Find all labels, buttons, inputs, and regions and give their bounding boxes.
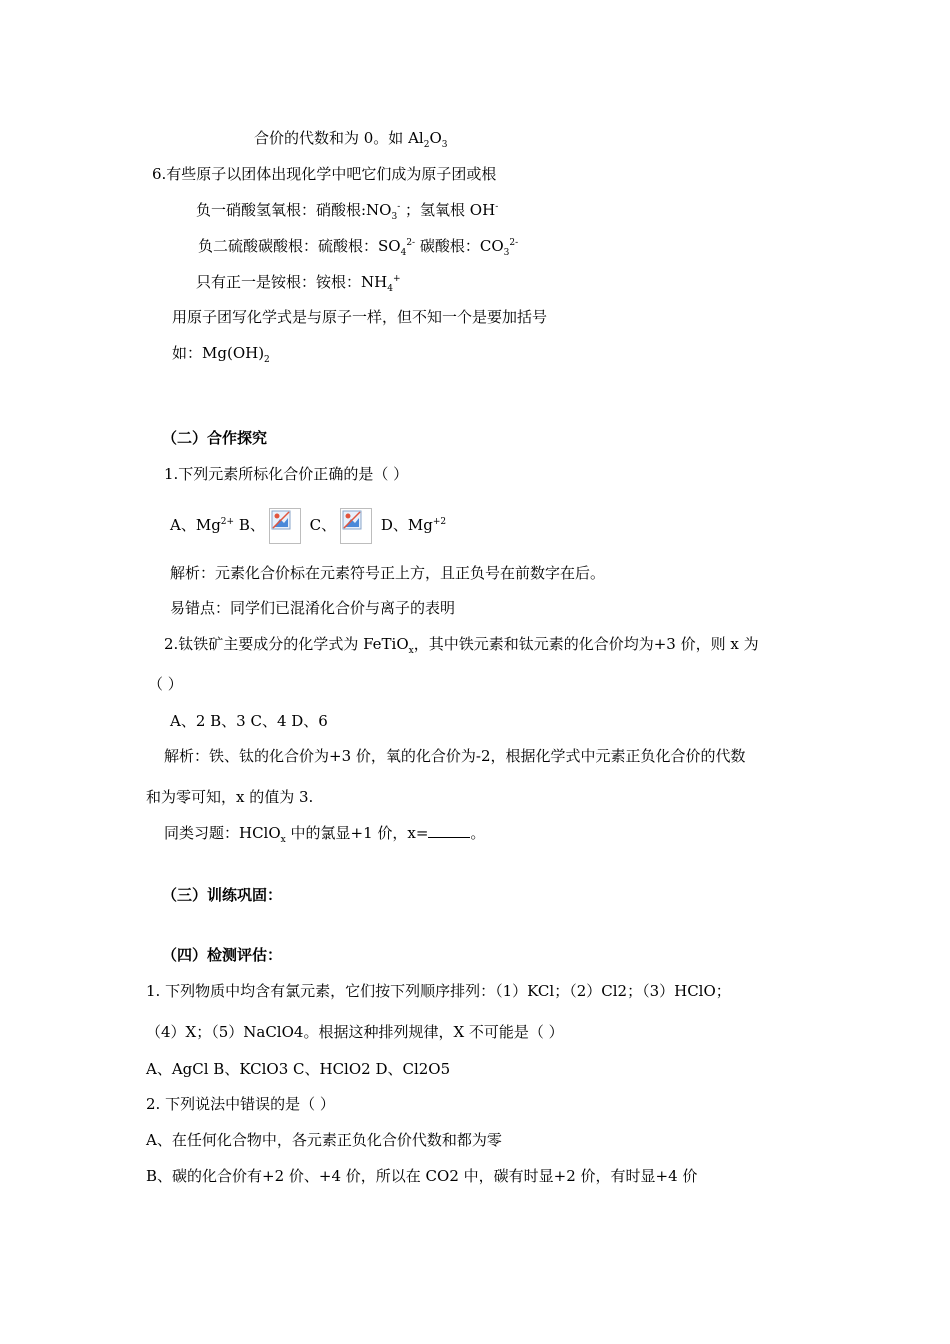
item6-example: 如：$Mg(OH)_2$ [172, 344, 270, 365]
s2-q2-analysis-2: 和为零可知，x 的值为 3. [146, 788, 314, 806]
s2-q1-mistake: 易错点：同学们已混淆化合价与离子的表明 [170, 599, 456, 617]
item6-pos1: 只有正一是铵根：铵根：$NH_4^+$ [196, 273, 401, 294]
s2-q2-paren: （ ） [148, 675, 183, 693]
item6-title: 6.有些原子以团体出现化学中吧它们成为原子团或根 [152, 165, 497, 183]
section4-heading: （四）检测评估： [162, 946, 283, 964]
s2-q1-options: A、$Mg^{2+}$ B、 C、 D、$Mg^{+2}$ [170, 507, 446, 544]
s4-q1-line1: 1. 下列物质中均含有氯元素，它们按下列顺序排列：（1）KCl；（2）Cl2；（3）HClO； [146, 982, 731, 1000]
s2-q2-analysis-1: 解析：铁、钛的化合价为+3 价，氧的化合价为-2，根据化学式中元素正负化合价的代数 [164, 747, 746, 765]
intro-line: 合价的代数和为 0。如 $Al_2O_3$ [254, 129, 448, 150]
s4-q2-option-b: B、碳的化合价有+2 价、+4 价，所以在 CO2 中，碳有时显+2 价，有时显+4 价 [146, 1167, 698, 1185]
s2-q2: 2.钛铁矿主要成分的化学式为 FeTiO$_x$，其中铁元素和钛元素的化合价均为+3 价，则 x 为 [164, 635, 759, 656]
s2-q1-analysis: 解析：元素化合价标在元素符号正上方，且正负号在前数字在后。 [170, 564, 606, 582]
s4-q2-option-a: A、在任何化合物中，各元素正负化合价代数和都为零 [146, 1131, 502, 1149]
section3-heading: （三）训练巩固： [162, 886, 283, 904]
s2-q2-options: A、2 B、3 C、4 D、6 [170, 712, 328, 730]
broken-image-icon [340, 508, 372, 544]
item6-note: 用原子团写化学式是与原子一样，但不知一个是要加括号 [172, 308, 548, 326]
s4-q2: 2. 下列说法中错误的是（ ） [146, 1095, 335, 1113]
answer-blank[interactable] [428, 825, 470, 838]
item6-neg2: 负二硫酸碳酸根：硫酸根：$SO_4^{2-}$ 碳酸根：$CO_3^{2-}$ [198, 237, 519, 258]
s4-q1-options: A、AgCl B、KClO3 C、HClO2 D、Cl2O5 [146, 1060, 451, 1078]
section2-heading: （二）合作探究 [162, 429, 268, 447]
s2-similar: 同类习题：HClO$_x$ 中的氯显+1 价，x= 。 [164, 824, 486, 845]
s2-q1: 1.下列元素所标化合价正确的是（ ） [164, 465, 409, 483]
s4-q1-line2: （4）X；（5）NaClO4。根据这种排列规律，X 不可能是（ ） [146, 1023, 564, 1041]
item6-neg1: 负一硝酸氢氧根：硝酸根$:NO_3^-$ ；氢氧根 OH- [196, 201, 499, 222]
broken-image-icon [269, 508, 301, 544]
